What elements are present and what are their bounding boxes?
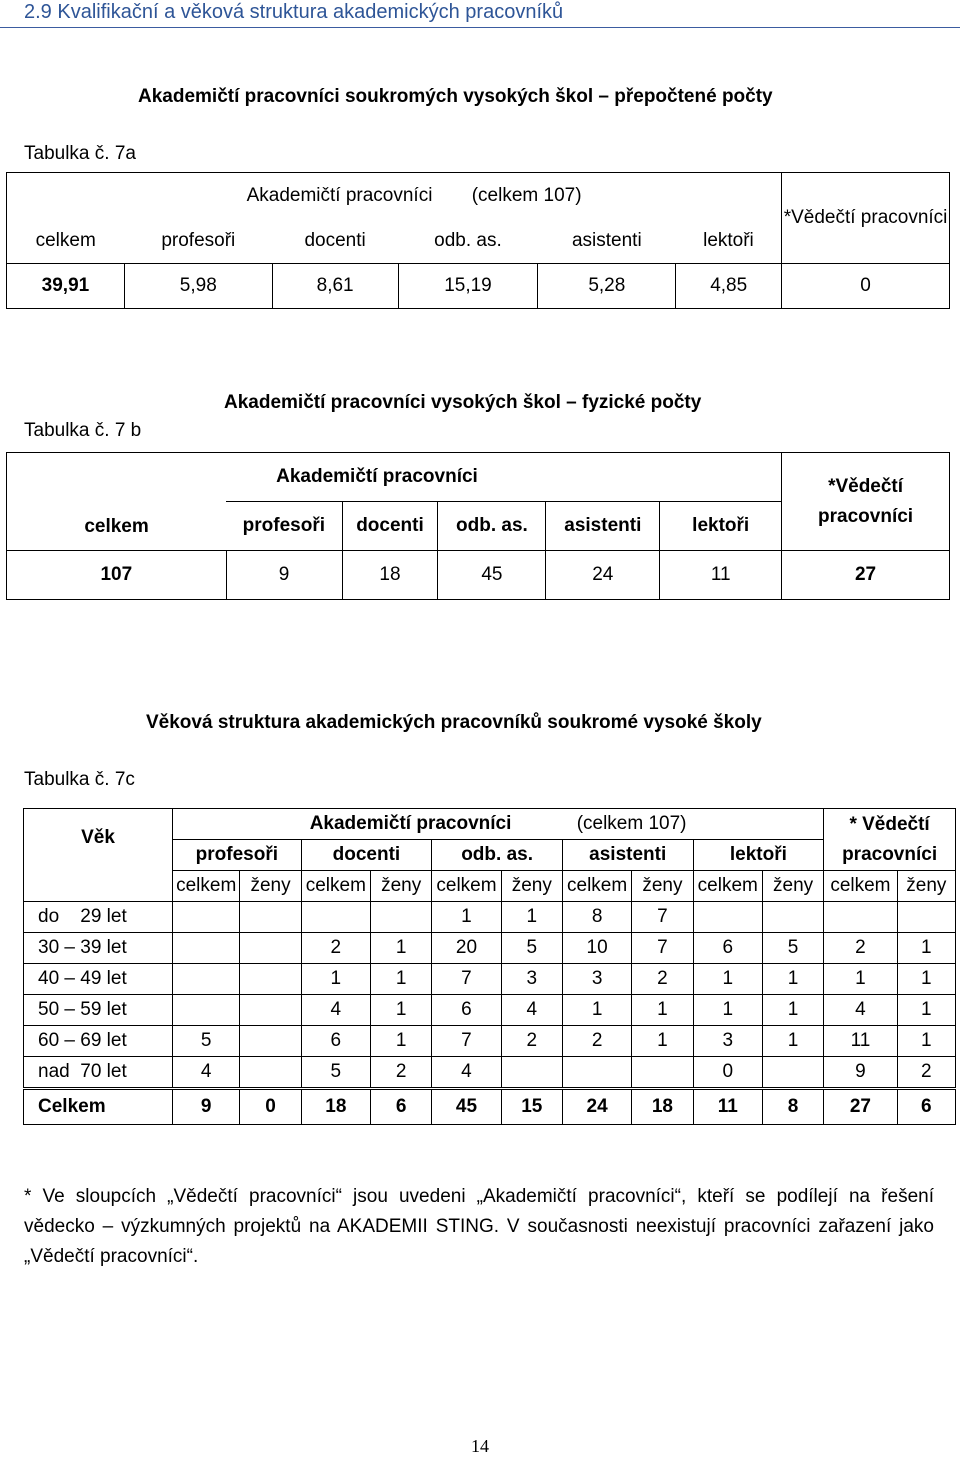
table-cell <box>173 964 240 995</box>
table-7a <box>6 172 950 309</box>
table-cell: 4 <box>501 995 562 1026</box>
t7c-sub-celkem: celkem <box>301 871 370 902</box>
t7b-col-odb-as: odb. as. <box>438 502 546 551</box>
t7c-sub-celkem: celkem <box>432 871 501 902</box>
row-label: 60 – 69 let <box>24 1026 173 1057</box>
table-cell <box>762 1057 823 1089</box>
t7c-sub-zeny: ženy <box>240 871 301 902</box>
t7b-col-celkem: celkem <box>7 453 227 551</box>
table-cell: 4 <box>301 995 370 1026</box>
table-cell: 1 <box>371 995 432 1026</box>
t7c-cat-profesori: profesoři <box>173 840 302 871</box>
table-cell: 0 <box>240 1089 301 1125</box>
t7a-research-header: *Vědečtí pracovníci <box>782 173 950 264</box>
table-cell: 1 <box>371 1026 432 1057</box>
t7b-col-docenti: docenti <box>342 502 438 551</box>
table-row <box>24 964 956 995</box>
t7c-cat-asistenti: asistenti <box>562 840 693 871</box>
table-cell <box>824 902 897 933</box>
table-cell: 18 <box>301 1089 370 1125</box>
t7c-label: Tabulka č. 7c <box>24 769 135 790</box>
t7b-col-lektori: lektoři <box>660 502 782 551</box>
table-cell: 4 <box>432 1057 501 1089</box>
table-cell <box>897 902 955 933</box>
table-cell: 15 <box>501 1089 562 1125</box>
table-cell <box>173 995 240 1026</box>
t7c-sub-celkem: celkem <box>173 871 240 902</box>
table-cell: 1 <box>562 995 631 1026</box>
table-cell: 1 <box>301 964 370 995</box>
table-cell: 24 <box>562 1089 631 1125</box>
t7b-label: Tabulka č. 7 b <box>24 420 142 441</box>
table-cell: 3 <box>501 964 562 995</box>
t7c-group-header: Akademičtí pracovníci (celkem 107) <box>173 809 824 840</box>
table-cell: 2 <box>824 933 897 964</box>
table-cell: 11 <box>824 1026 897 1057</box>
table-cell: 20 <box>432 933 501 964</box>
table-cell: 1 <box>762 995 823 1026</box>
table-cell: 27 <box>824 1089 897 1125</box>
t7a-val-asistenti: 5,28 <box>538 264 676 309</box>
table-cell: 2 <box>371 1057 432 1089</box>
page-number: 14 <box>471 1436 489 1456</box>
table-cell: 5 <box>762 933 823 964</box>
table-cell <box>301 902 370 933</box>
t7a-val-odb-as: 15,19 <box>398 264 538 309</box>
table-cell: 2 <box>562 1026 631 1057</box>
table-cell <box>240 995 301 1026</box>
t7a-col-docenti: docenti <box>272 219 398 264</box>
table-row <box>24 1089 956 1125</box>
t7b-col-profesori: profesoři <box>226 502 342 551</box>
table-cell: 7 <box>632 902 693 933</box>
table-cell <box>240 902 301 933</box>
t7a-val-celkem: 39,91 <box>7 264 125 309</box>
t7a-col-lektori: lektoři <box>676 219 782 264</box>
t7a-col-asistenti: asistenti <box>538 219 676 264</box>
table-row <box>24 1057 956 1089</box>
t7b-col-asistenti: asistenti <box>546 502 660 551</box>
table-cell: 1 <box>371 933 432 964</box>
table-row <box>24 933 956 964</box>
table-cell: 1 <box>693 964 762 995</box>
table-cell <box>762 902 823 933</box>
table-row <box>24 902 956 933</box>
t7a-title: Akademičtí pracovníci soukromých vysokých škol – přepočtené počty <box>138 86 773 107</box>
table-cell: 6 <box>301 1026 370 1057</box>
table-cell: 8 <box>762 1089 823 1125</box>
t7b-val-research: 27 <box>782 551 950 600</box>
t7b-group-header: Akademičtí pracovníci <box>226 453 781 502</box>
table-cell: 1 <box>762 964 823 995</box>
table-row <box>24 1026 956 1057</box>
row-label: 40 – 49 let <box>24 964 173 995</box>
table-cell: 45 <box>432 1089 501 1125</box>
table-cell: 6 <box>897 1089 955 1125</box>
table-7c <box>23 808 956 1125</box>
table-cell: 10 <box>562 933 631 964</box>
table-cell: 0 <box>693 1057 762 1089</box>
row-label: 30 – 39 let <box>24 933 173 964</box>
section-heading: 2.9 Kvalifikační a věková struktura akademických pracovníků <box>24 1 564 23</box>
t7c-cat-docenti: docenti <box>301 840 432 871</box>
table-cell <box>240 933 301 964</box>
t7b-title: Akademičtí pracovníci vysokých škol – fyzické počty <box>224 392 702 413</box>
table-cell: 7 <box>632 933 693 964</box>
table-cell: 4 <box>173 1057 240 1089</box>
table-cell <box>371 902 432 933</box>
t7b-val-odb-as: 45 <box>438 551 546 600</box>
table-cell: 7 <box>432 1026 501 1057</box>
t7c-age-header: Věk <box>24 809 173 902</box>
t7a-col-odb-as: odb. as. <box>398 219 538 264</box>
t7c-cat-lektori: lektoři <box>693 840 824 871</box>
t7a-val-profesori: 5,98 <box>124 264 272 309</box>
table-cell <box>173 933 240 964</box>
t7c-research-header: * Vědečtí pracovníci <box>824 809 956 871</box>
table-cell: 6 <box>693 933 762 964</box>
table-cell: 1 <box>501 902 562 933</box>
table-cell: 1 <box>432 902 501 933</box>
table-cell <box>240 1057 301 1089</box>
table-cell: 2 <box>897 1057 955 1089</box>
table-cell: 9 <box>173 1089 240 1125</box>
t7c-sub-zeny: ženy <box>632 871 693 902</box>
table-cell: 2 <box>301 933 370 964</box>
table-cell: 4 <box>824 995 897 1026</box>
t7b-research-header: *Vědečtí pracovníci <box>782 453 950 551</box>
t7b-val-lektori: 11 <box>660 551 782 600</box>
table-cell: 1 <box>897 1026 955 1057</box>
table-cell: 2 <box>501 1026 562 1057</box>
row-label: Celkem <box>24 1089 173 1125</box>
t7c-sub-zeny: ženy <box>762 871 823 902</box>
t7b-val-asistenti: 24 <box>546 551 660 600</box>
table-cell: 8 <box>562 902 631 933</box>
table-cell: 3 <box>693 1026 762 1057</box>
t7c-cat-odb-as: odb. as. <box>432 840 563 871</box>
table-cell: 2 <box>632 964 693 995</box>
t7a-col-profesori: profesoři <box>124 219 272 264</box>
table-cell: 11 <box>693 1089 762 1125</box>
table-cell: 7 <box>432 964 501 995</box>
table-cell: 9 <box>824 1057 897 1089</box>
table-cell: 1 <box>824 964 897 995</box>
t7c-sub-celkem: celkem <box>562 871 631 902</box>
table-cell: 6 <box>432 995 501 1026</box>
table-cell <box>501 1057 562 1089</box>
t7c-sub-zeny: ženy <box>371 871 432 902</box>
table-cell: 1 <box>897 995 955 1026</box>
table-cell: 1 <box>897 964 955 995</box>
t7b-val-docenti: 18 <box>342 551 438 600</box>
t7a-group-header: Akademičtí pracovníci (celkem 107) <box>7 173 782 220</box>
table-cell: 3 <box>562 964 631 995</box>
table-cell: 1 <box>897 933 955 964</box>
t7c-sub-celkem: celkem <box>824 871 897 902</box>
table-cell: 1 <box>371 964 432 995</box>
t7a-val-lektori: 4,85 <box>676 264 782 309</box>
table-cell: 6 <box>371 1089 432 1125</box>
table-cell: 5 <box>501 933 562 964</box>
table-7b <box>6 452 950 600</box>
table-cell <box>240 1026 301 1057</box>
table-cell <box>693 902 762 933</box>
t7c-sub-zeny: ženy <box>501 871 562 902</box>
table-cell: 1 <box>762 1026 823 1057</box>
row-label: do 29 let <box>24 902 173 933</box>
t7b-val-profesori: 9 <box>226 551 342 600</box>
t7c-sub-zeny: ženy <box>897 871 955 902</box>
t7a-col-celkem: celkem <box>7 219 125 264</box>
t7c-title: Věková struktura akademických pracovníků soukromé vysoké školy <box>146 712 762 733</box>
row-label: 50 – 59 let <box>24 995 173 1026</box>
table-cell: 18 <box>632 1089 693 1125</box>
table-cell <box>240 964 301 995</box>
footnote: * Ve sloupcích „Vědečtí pracovníci“ jsou uvedeni „Akademičtí pracovníci“, kteří se podílejí na řešení vědecko – výzkumných projektů na AKADEMII STING. V současnosti neexistují pracovníci zařazení jako „Vědečtí pracovníci“. <box>24 1186 934 1267</box>
t7b-val-celkem: 107 <box>7 551 227 600</box>
t7c-sub-celkem: celkem <box>693 871 762 902</box>
heading-underline <box>0 27 960 28</box>
t7a-label: Tabulka č. 7a <box>24 143 136 164</box>
table-cell: 1 <box>632 995 693 1026</box>
table-cell: 1 <box>693 995 762 1026</box>
row-label: nad 70 let <box>24 1057 173 1089</box>
t7a-val-docenti: 8,61 <box>272 264 398 309</box>
t7a-val-research: 0 <box>782 264 950 309</box>
table-row <box>24 995 956 1026</box>
table-cell: 1 <box>632 1026 693 1057</box>
table-cell: 5 <box>173 1026 240 1057</box>
table-cell <box>562 1057 631 1089</box>
table-cell: 5 <box>301 1057 370 1089</box>
table-cell <box>173 902 240 933</box>
table-cell <box>632 1057 693 1089</box>
